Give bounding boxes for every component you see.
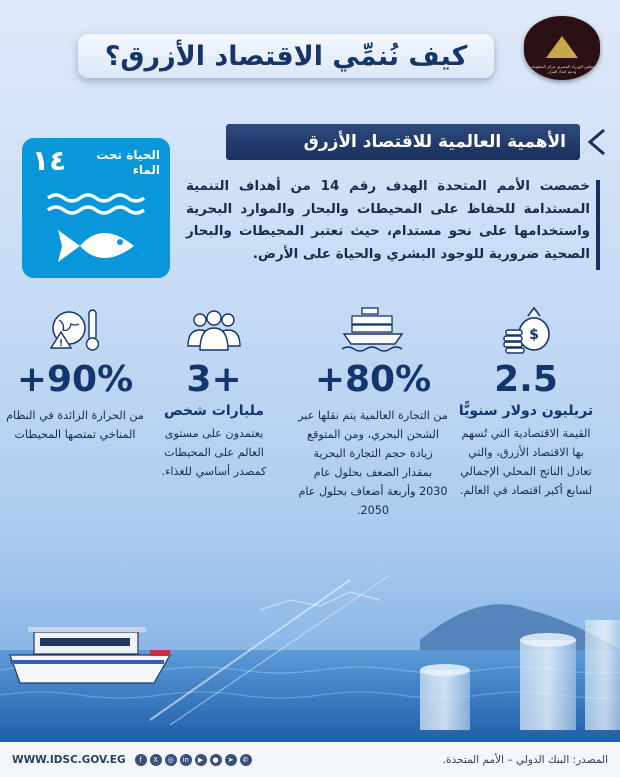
whatsapp-icon[interactable]: ✆ [240, 754, 252, 766]
pyramid-icon [546, 36, 578, 58]
telegram-icon[interactable]: ➤ [225, 754, 237, 766]
stat-ocean-heat [6, 302, 144, 444]
globe-heat-icon [6, 302, 144, 354]
stat-value: 3+ [186, 359, 242, 400]
stat-economic-value [456, 302, 596, 500]
stat-value: +80% [314, 359, 432, 400]
stat-description: من الحرارة الزائدة في النظام المناخي تمتصها المحيطات [6, 409, 144, 441]
stat-people-food [150, 302, 278, 481]
stat-description: من التجارة العالمية يتم نقلها عبر الشحن البحري، ومن المتوقع زيادة حجم التجارة البحرية بمقدار الضعف بحلول عام 2030 وأربعة أضعاف بحلول عام 2050. [298, 409, 448, 517]
cargo-ship-icon [298, 302, 448, 354]
sdg-label: الحياة تحت الماء [96, 148, 160, 177]
footer-links [12, 754, 252, 766]
stat-description: يعتمدون على مستوى العالم على المحيطات كمصدر أساسي للغذاء. [161, 427, 267, 478]
title-bar [78, 34, 494, 78]
stat-unit: تريليون دولار سنويًّا [458, 403, 594, 419]
source-text: المصدر: البنك الدولي – الأمم المتحدة. [442, 753, 608, 766]
money-coins-icon [456, 302, 596, 354]
section-heading [226, 124, 580, 160]
ocean-boat-scene [0, 520, 620, 742]
flickr-icon[interactable]: ● [210, 754, 222, 766]
section-heading-text: الأهمية العالمية للاقتصاد الأزرق [303, 132, 566, 152]
svg-text:!: ! [58, 339, 64, 349]
website-link[interactable]: WWW.IDSC.GOV.EG [12, 753, 126, 766]
linkedin-icon[interactable]: in [180, 754, 192, 766]
sdg-14-badge [22, 138, 170, 278]
idsc-logo [524, 16, 600, 80]
logo-text: مجلس الوزراء المصري مركز المعلومات ودعم اتخاذ القرار [528, 64, 596, 74]
boat [10, 627, 170, 683]
x-icon[interactable]: X [150, 754, 162, 766]
stat-value: 2.5 [494, 359, 558, 400]
page-title: كيف نُنمِّي الاقتصاد الأزرق؟ [104, 40, 468, 72]
intro-accent-bar [596, 180, 600, 270]
footer [0, 742, 620, 777]
fish-waves-icon [22, 186, 170, 278]
intro-paragraph: خصصت الأمم المتحدة الهدف رقم 14 من أهداف التنمية المستدامة للحفاظ على المحيطات والبحار والموارد البحرية واستخدامها على نحو مستدام، حيث تعتبر المحيطات والبحار الصحية ضرورية للوجود البشري والحياة على الأرض. [186, 179, 590, 262]
facebook-icon[interactable]: f [135, 754, 147, 766]
instagram-icon[interactable]: ◎ [165, 754, 177, 766]
svg-text:$: $ [529, 327, 539, 343]
stat-shipping-trade [298, 302, 448, 520]
stat-unit: مليارات شخص [163, 403, 265, 419]
people-group-icon [150, 302, 278, 354]
stat-value: +90% [16, 359, 134, 400]
chevron-left-icon [580, 124, 614, 160]
youtube-icon[interactable]: ▶ [195, 754, 207, 766]
stat-description: القيمة الاقتصادية التي تُسهم بها الاقتصاد الأزرق، والتي تعادل الناتج المحلي الإجمالي لسابع أكبر اقتصاد في العالم. [459, 427, 593, 497]
sdg-number: ١٤ [32, 144, 67, 177]
